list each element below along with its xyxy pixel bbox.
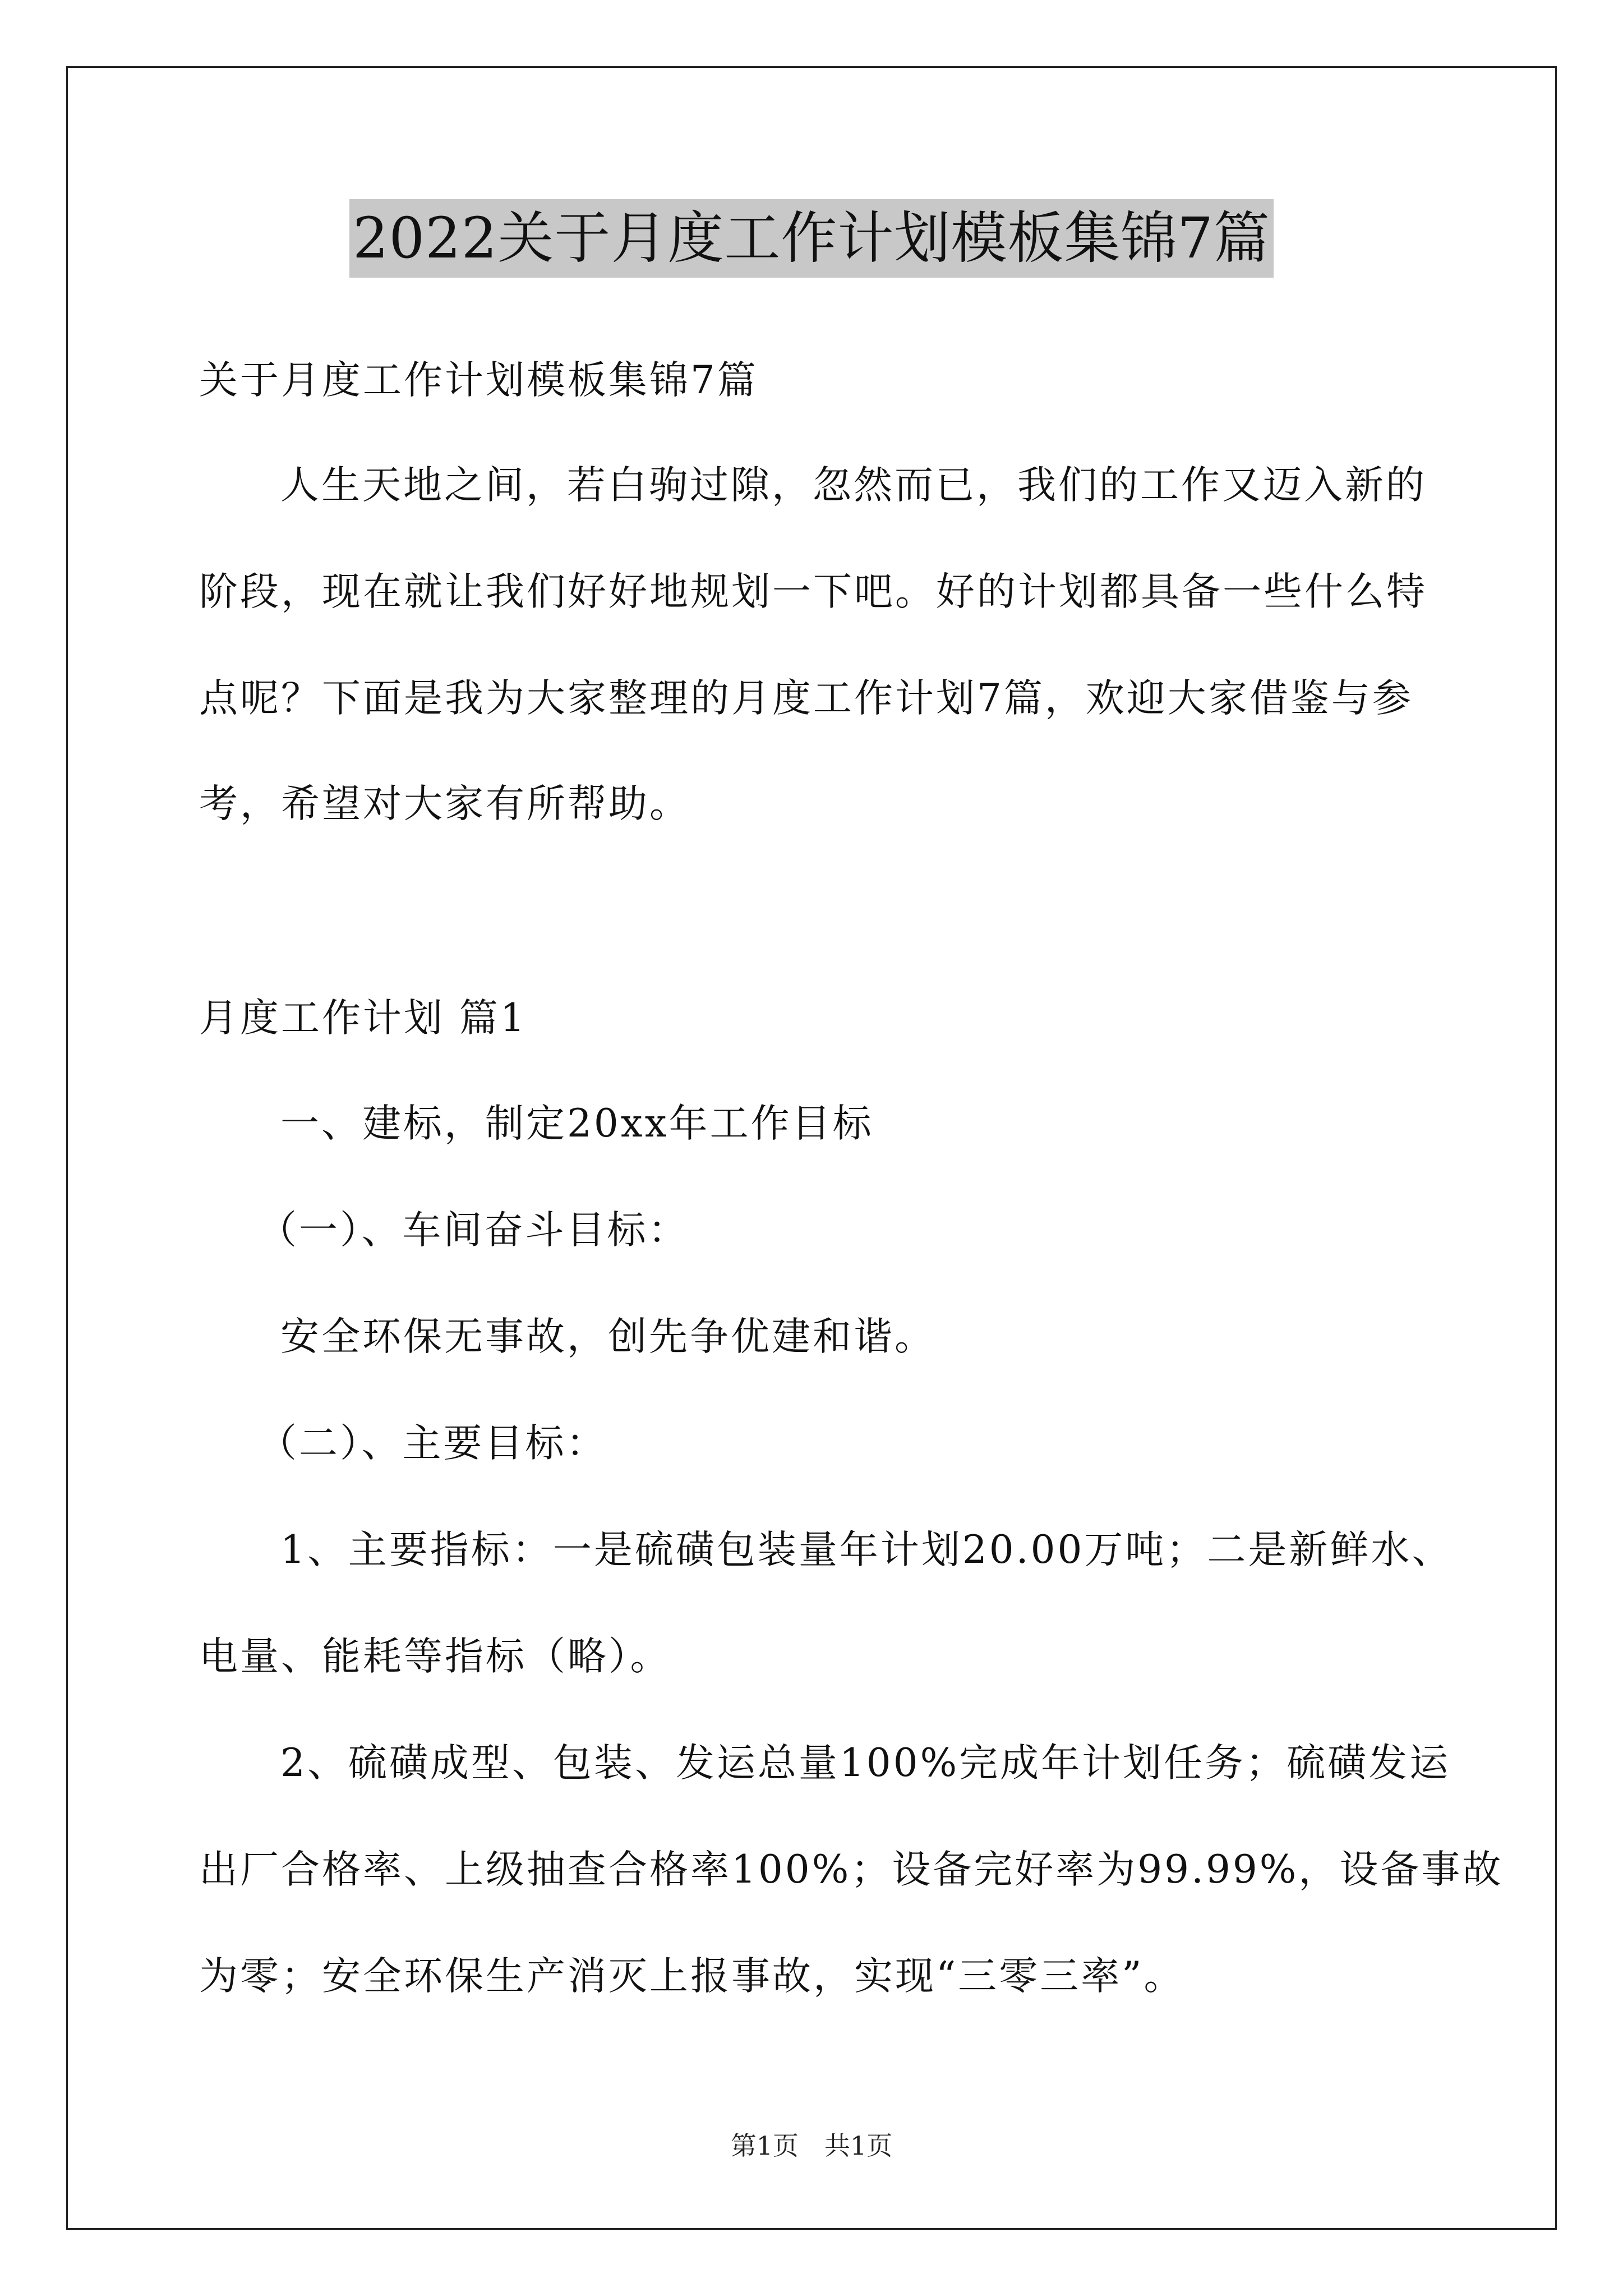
document-subtitle: 关于月度工作计划模板集锦7篇 (199, 358, 758, 403)
page-total: 共1页 (824, 2131, 893, 2161)
item-1-1-heading: （一）、车间奋斗目标： (258, 1208, 689, 1253)
point-2-line-1: 2、硫磺成型、包装、发运总量100%完成年计划任务；硫磺发运 (280, 1741, 1451, 1786)
point-1-line-1: 1、主要指标：一是硫磺包装量年计划20.00万吨；二是新鲜水、 (280, 1527, 1453, 1572)
point-2-line-2: 出厂合格率、上级抽查合格率100%；设备完好率为99.99%，设备事故 (199, 1847, 1504, 1892)
item-1-2-heading: （二）、主要目标： (258, 1421, 607, 1466)
page-footer (0, 2129, 1623, 2162)
document-title-text: 2022关于月度工作计划模板集锦7篇 (349, 199, 1274, 278)
page-current: 第1页 (730, 2131, 799, 2161)
intro-line-1: 人生天地之间，若白驹过隙，忽然而已，我们的工作又迈入新的 (280, 463, 1427, 508)
item-1-1-text: 安全环保无事故，创先争优建和谐。 (280, 1314, 935, 1359)
item-1-heading: 一、建标，制定20xx年工作目标 (280, 1101, 874, 1146)
point-2-line-3: 为零；安全环保生产消灭上报事故，实现“三零三率”。 (199, 1954, 1185, 1999)
section-heading: 月度工作计划 篇1 (199, 996, 527, 1041)
document-title (0, 199, 1623, 278)
intro-line-3: 点呢？下面是我为大家整理的月度工作计划7篇，欢迎大家借鉴与参 (199, 676, 1413, 721)
point-1-line-2: 电量、能耗等指标（略）。 (199, 1634, 671, 1679)
intro-line-4: 考，希望对大家有所帮助。 (199, 781, 690, 826)
intro-line-2: 阶段，现在就让我们好好地规划一下吧。好的计划都具备一些什么特 (199, 569, 1427, 614)
